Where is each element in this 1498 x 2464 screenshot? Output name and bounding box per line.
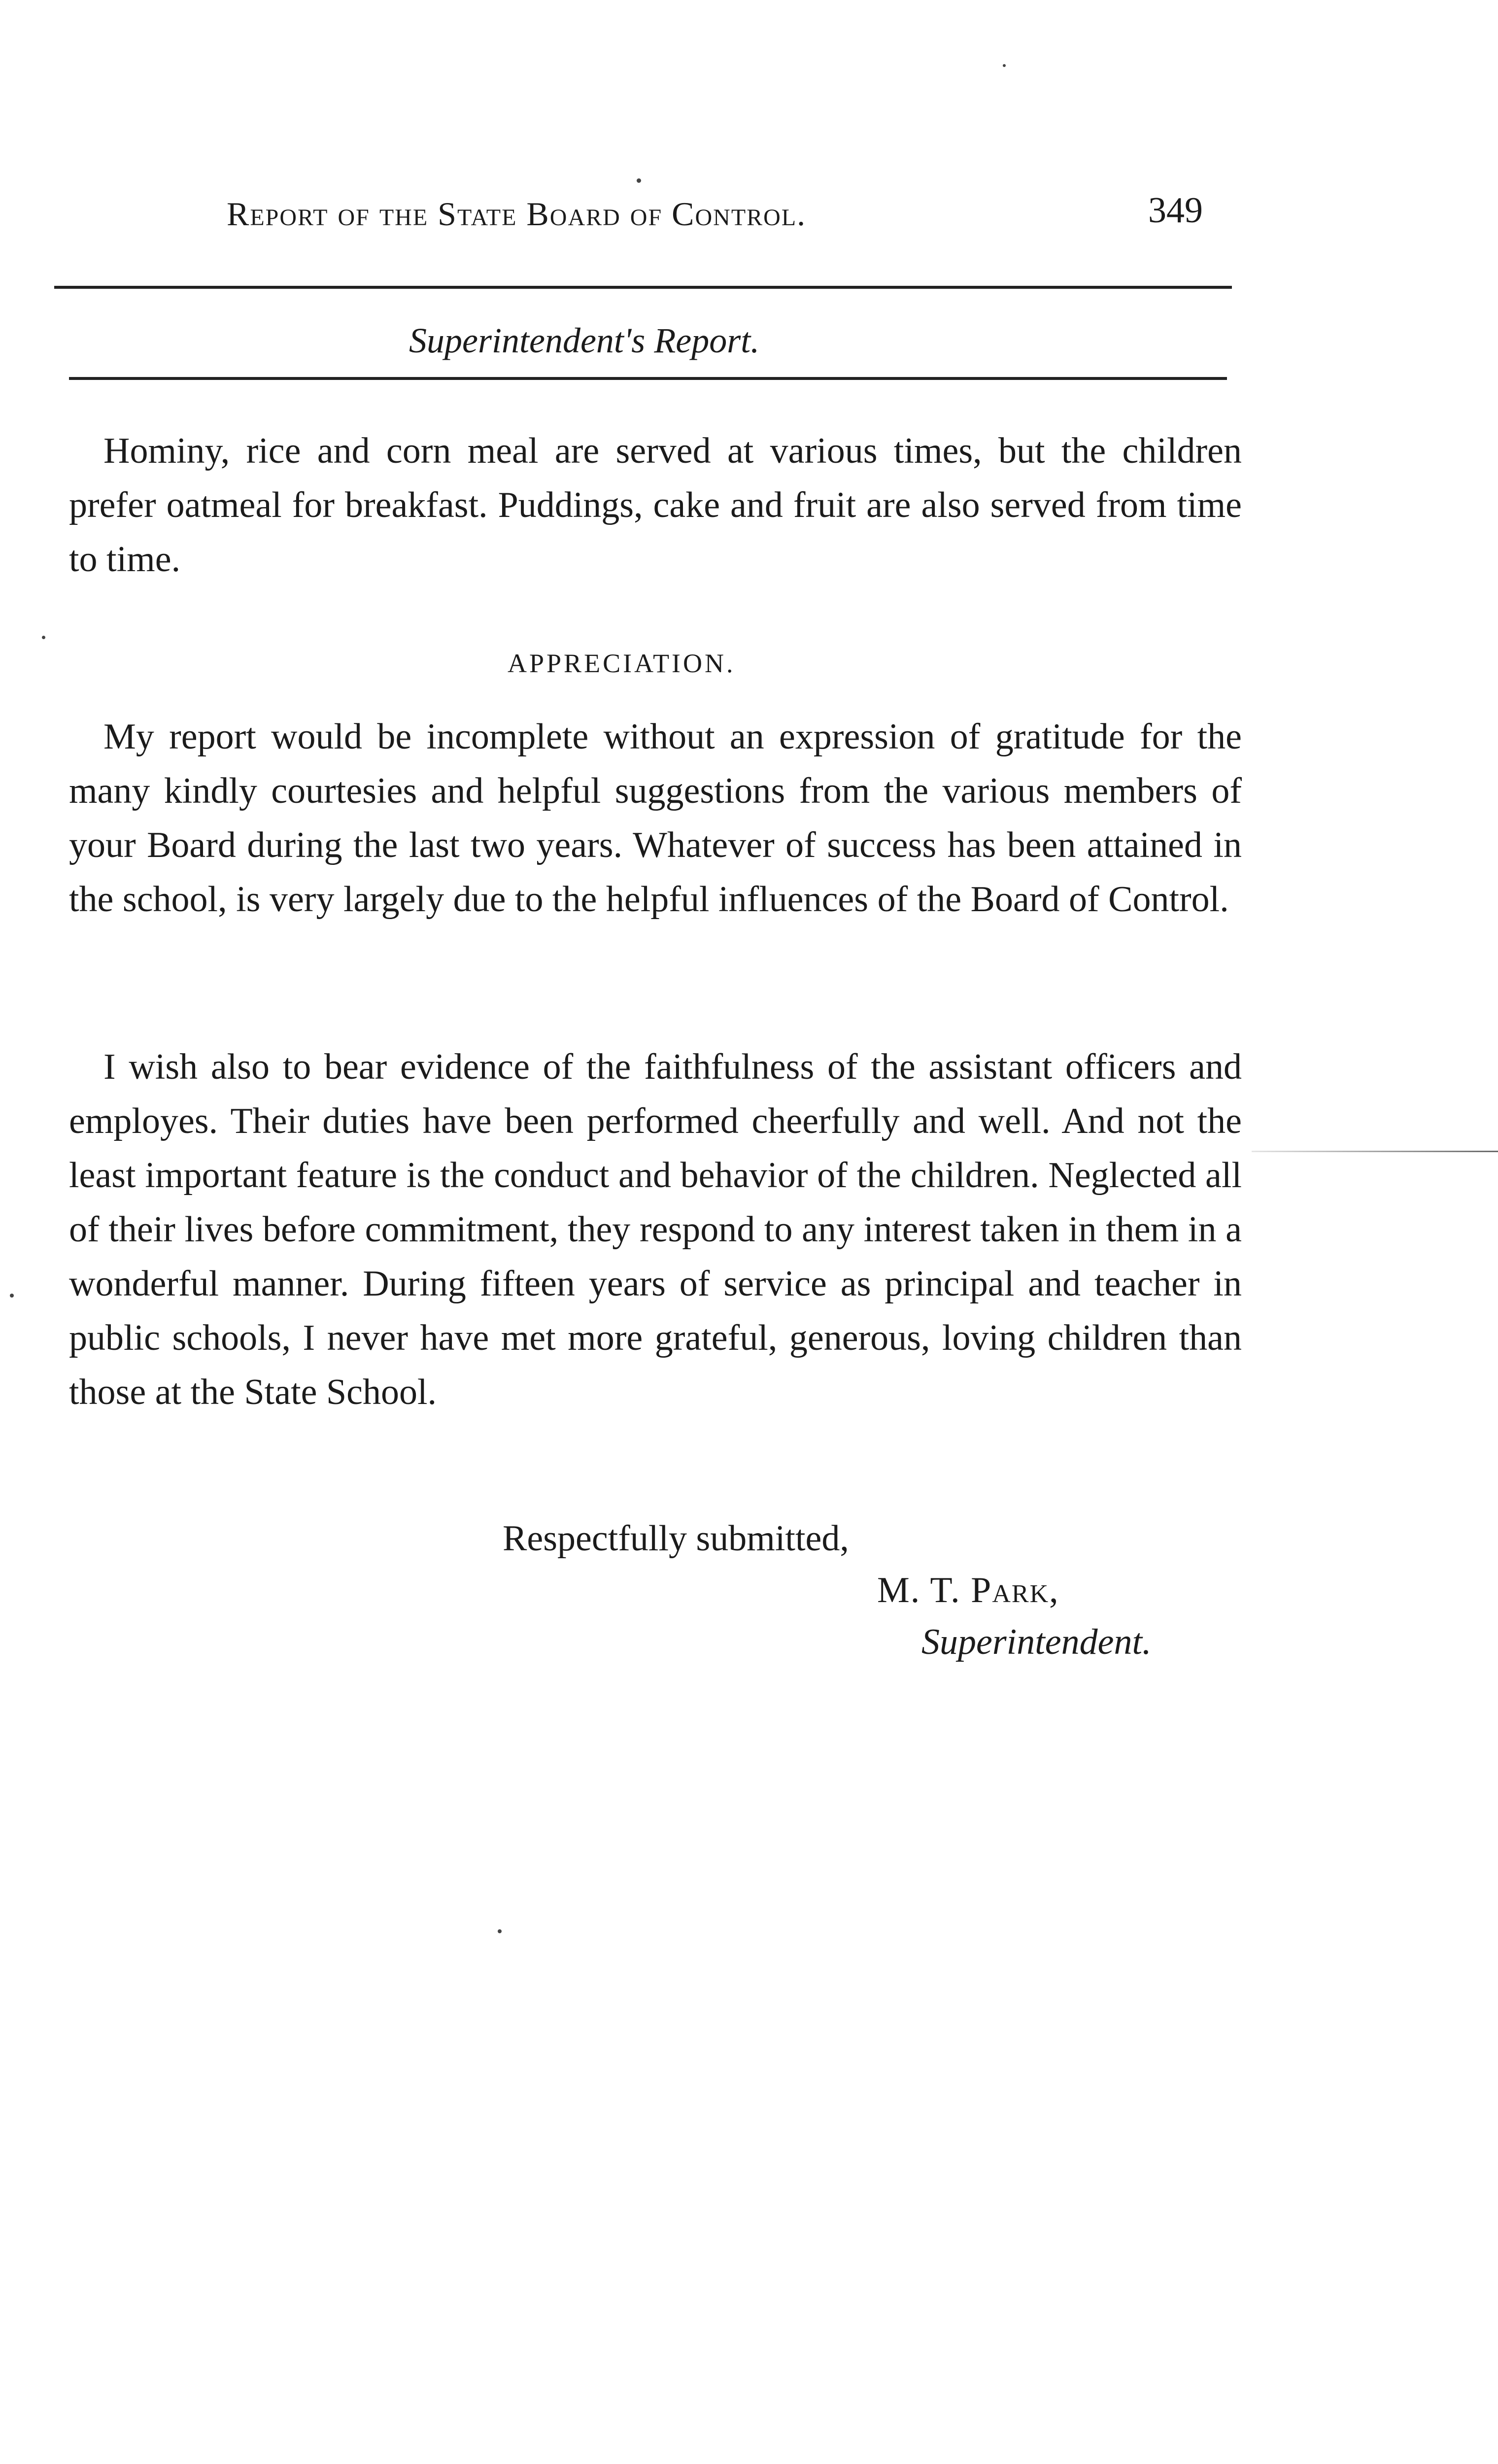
- paragraph-staff: I wish also to bear evidence of the faithfulness of the assistant officers and employes. Their duties have been performed cheerfully and well. And not the least important feature is the conduct and behavior of the children. Neglected all of their lives before commitment, they respond to any interest taken in them in a wonderful manner. During fifteen years of service as principal and teacher in public schools, I never have met more grateful, generous, loving children than those at the State School.: [69, 1047, 1242, 1412]
- signer-name: M. T. Park,: [877, 1570, 1059, 1610]
- subheading-appreciation: APPRECIATION.: [508, 649, 736, 678]
- section-title: Superintendent's Report.: [409, 321, 760, 360]
- header-rule-bottom: [69, 377, 1227, 380]
- scan-speck: [42, 636, 45, 639]
- header-rule-top: [54, 286, 1232, 289]
- scan-speck: [637, 178, 641, 183]
- scan-speck: [1003, 64, 1006, 67]
- running-head: Report of the State Board of Control.: [227, 195, 807, 233]
- paragraph-appreciation: My report would be incomplete without an expression of gratitude for the many kindly courtesies and helpful suggestions from the various members of your Board during the last two years. Whatever of success has been attained in the school, is very largely due to the helpful influences of the Board of Control.: [69, 717, 1242, 920]
- scan-speck: [498, 1929, 502, 1933]
- scan-artifact-line: [1252, 1151, 1498, 1152]
- paragraph-intro: Hominy, rice and corn meal are served at various times, but the children prefer oatmeal for breakfast. Puddings, cake and fruit are also served from time to time.: [69, 431, 1242, 580]
- closing-line: Respectfully submitted,: [503, 1518, 849, 1559]
- signer-title: Superintendent.: [921, 1622, 1152, 1662]
- page-number: 349: [1148, 190, 1203, 231]
- scan-speck: [10, 1294, 14, 1298]
